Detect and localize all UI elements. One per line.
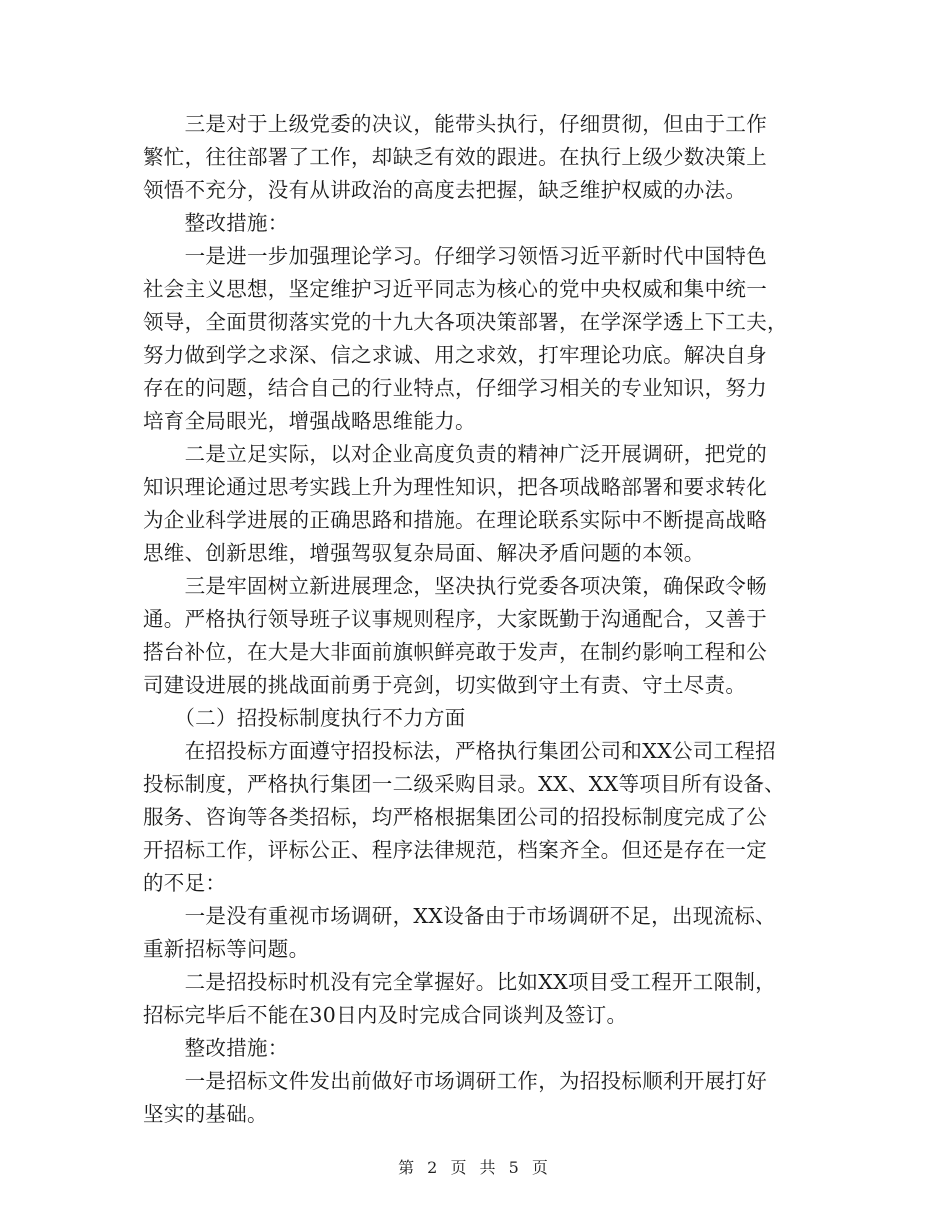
text-line: 招标完毕后不能在30日内及时完成合同谈判及签订。 [143, 1003, 628, 1027]
text-line: 三是对于上级党委的决议，能带头执行，仔细贯彻，但由于工作 [143, 112, 767, 136]
text-line: 开招标工作，评标公正、程序法律规范，档案齐全。但还是存在一定 [143, 838, 767, 862]
text-line: 繁忙，往往部署了工作，却缺乏有效的跟进。在执行上级少数决策上 [143, 145, 767, 169]
text-line: 整改措施： [143, 1036, 289, 1060]
text-line: 三是牢固树立新进展理念，坚决执行党委各项决策，确保政令畅 [143, 574, 767, 598]
text-line: 投标制度，严格执行集团一二级采购目录。XX、XX等项目所有设备、 [143, 772, 785, 796]
text-line: 领悟不充分，没有从讲政治的高度去把握，缺乏维护权威的办法。 [143, 178, 747, 202]
text-line: 整改措施： [143, 211, 289, 235]
text-line: 二是立足实际，以对企业高度负责的精神广泛开展调研，把党的 [143, 442, 767, 466]
text-line: 坚实的基础。 [143, 1102, 268, 1126]
text-line: 服务、咨询等各类招标，均严格根据集团公司的招投标制度完成了公 [143, 805, 767, 829]
text-line: 领导，全面贯彻落实党的十九大各项决策部署，在学深学透上下工夫， [143, 310, 788, 334]
text-line: 培育全局眼光，增强战略思维能力。 [143, 409, 476, 433]
text-line: 一是没有重视市场调研，XX设备由于市场调研不足，出现流标、 [143, 904, 776, 928]
text-line: 的不足： [143, 871, 227, 895]
text-line: 为企业科学进展的正确思路和措施。在理论联系实际中不断提高战略 [143, 508, 767, 532]
text-line: 一是进一步加强理论学习。仔细学习领悟习近平新时代中国特色 [143, 244, 767, 268]
text-line: 在招投标方面遵守招投标法，严格执行集团公司和XX公司工程招 [143, 739, 776, 763]
text-line: 通。严格执行领导班子议事规则程序，大家既勤于沟通配合，又善于 [143, 607, 767, 631]
section-heading: （二）招投标制度执行不力方面 [143, 706, 466, 730]
text-line: 搭台补位，在大是大非面前旗帜鲜亮敢于发声，在制约影响工程和公 [143, 640, 767, 664]
text-line: 二是招投标时机没有完全掌握好。比如XX项目受工程开工限制， [143, 970, 776, 994]
text-line: 思维、创新思维，增强驾驭复杂局面、解决矛盾问题的本领。 [143, 541, 705, 565]
text-line: 一是招标文件发出前做好市场调研工作，为招投标顺利开展打好 [143, 1069, 767, 1093]
text-line: 重新招标等问题。 [143, 937, 310, 961]
page-number-footer: 第 2 页 共 5 页 [398, 1158, 552, 1177]
text-line: 努力做到学之求深、信之求诚、用之求效，打牢理论功底。解决自身 [143, 343, 767, 367]
text-line: 司建设进展的挑战面前勇于亮剑，切实做到守土有责、守土尽责。 [143, 673, 747, 697]
text-line: 社会主义思想，坚定维护习近平同志为核心的党中央权威和集中统一 [143, 277, 767, 301]
text-line: 存在的问题，结合自己的行业特点，仔细学习相关的专业知识，努力 [143, 376, 767, 400]
text-line: 知识理论通过思考实践上升为理性知识，把各项战略部署和要求转化 [143, 475, 767, 499]
